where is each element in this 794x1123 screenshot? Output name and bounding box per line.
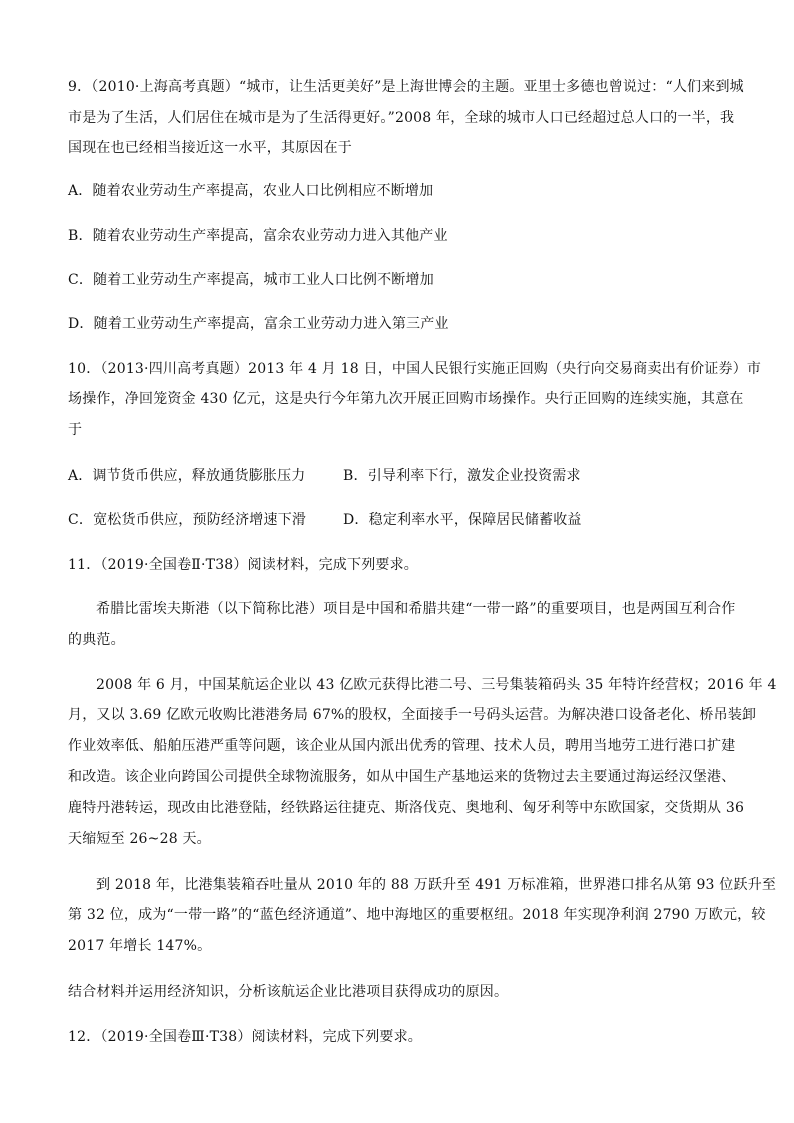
q9-option-c: C．随着工业劳动生产率提高，城市工业人口比例不断增加	[68, 272, 434, 288]
q11-para2-line-6: 天缩短至 26~28 天。	[68, 831, 211, 847]
q12-stem: 12．（2019·全国卷Ⅲ·T38）阅读材料，完成下列要求。	[68, 1029, 422, 1045]
q11-stem: 11．（2019·全国卷Ⅱ·T38）阅读材料，完成下列要求。	[68, 557, 419, 573]
q9-option-b: B．随着农业劳动生产率提高，富余农业劳动力进入其他产业	[68, 228, 448, 244]
q9-stem-line-3: 国现在也已经相当接近这一水平，其原因在于	[68, 140, 352, 156]
q11-para3-line-1: 到 2018 年，比港集装箱吞吐量从 2010 年的 88 万跃升至 491 万标准箱，世界港口排名从第 93 位跃升至	[96, 877, 777, 893]
q10-option-c: C．宽松货币供应，预防经济增速下滑	[68, 512, 307, 528]
q11-para2-line-3: 作业效率低、船舶压港严重等问题，该企业从国内派出优秀的管理、技术人员，聘用当地劳工进行港口扩建	[68, 738, 736, 754]
q10-option-a: A．调节货币供应，释放通货膨胀压力	[68, 468, 306, 484]
q9-option-a: A．随着农业劳动生产率提高，农业人口比例相应不断增加	[68, 183, 434, 199]
q10-option-d: D．稳定利率水平，保障居民储蓄收益	[343, 512, 582, 528]
q11-para3-line-2: 第 32 位，成为“一带一路”的“蓝色经济通道”、地中海地区的重要枢纽。2018 年实现净利润 2790 万欧元，较	[68, 907, 766, 923]
q11-para3-line-3: 2017 年增长 147%。	[68, 938, 212, 954]
q9-stem-line-1: 9．（2010·上海高考真题）“城市，让生活更美好”是上海世博会的主题。亚里士多德也曾说过：“人们来到城	[68, 79, 744, 95]
q11-para2-line-4: 和改造。该企业向跨国公司提供全球物流服务，如从中国生产基地运来的货物过去主要通过海运经汉堡港、	[68, 769, 736, 785]
q10-stem-line-3: 于	[68, 422, 83, 438]
q11-para1-line-2: 的典范。	[68, 632, 125, 648]
q9-stem-line-2: 市是为了生活，人们居住在城市是为了生活得更好。”2008 年，全球的城市人口已经超过总人口的一半，我	[68, 110, 735, 126]
q11-task: 结合材料并运用经济知识，分析该航运企业比港项目获得成功的原因。	[68, 984, 509, 1000]
q10-stem-line-2: 场操作，净回笼资金 430 亿元，这是央行今年第九次开展正回购市场操作。央行正回购的连续实施，其意在	[68, 391, 744, 407]
q10-stem-line-1: 10．（2013·四川高考真题）2013 年 4 月 18 日，中国人民银行实施正回购（央行向交易商卖出有价证券）市	[68, 361, 762, 377]
q11-para2-line-2: 月，又以 3.69 亿欧元收购比港港务局 67%的股权，全面接手一号码头运营。为解决港口设备老化、桥吊装卸	[68, 707, 757, 723]
q11-para1-line-1: 希腊比雷埃夫斯港（以下简称比港）项目是中国和希腊共建“一带一路”的重要项目，也是两国互利合作	[96, 601, 736, 617]
q11-para2-line-1: 2008 年 6 月，中国某航运企业以 43 亿欧元获得比港二号、三号集装箱码头 35 年特许经营权；2016 年 4	[96, 677, 777, 693]
q11-para2-line-5: 鹿特丹港转运，现改由比港登陆，经铁路运往捷克、斯洛伐克、奥地利、匈牙利等中东欧国家，交货期从 36	[68, 800, 745, 816]
q9-option-d: D．随着工业劳动生产率提高，富余工业劳动力进入第三产业	[68, 316, 449, 332]
q10-option-b: B．引导利率下行，激发企业投资需求	[343, 468, 581, 484]
